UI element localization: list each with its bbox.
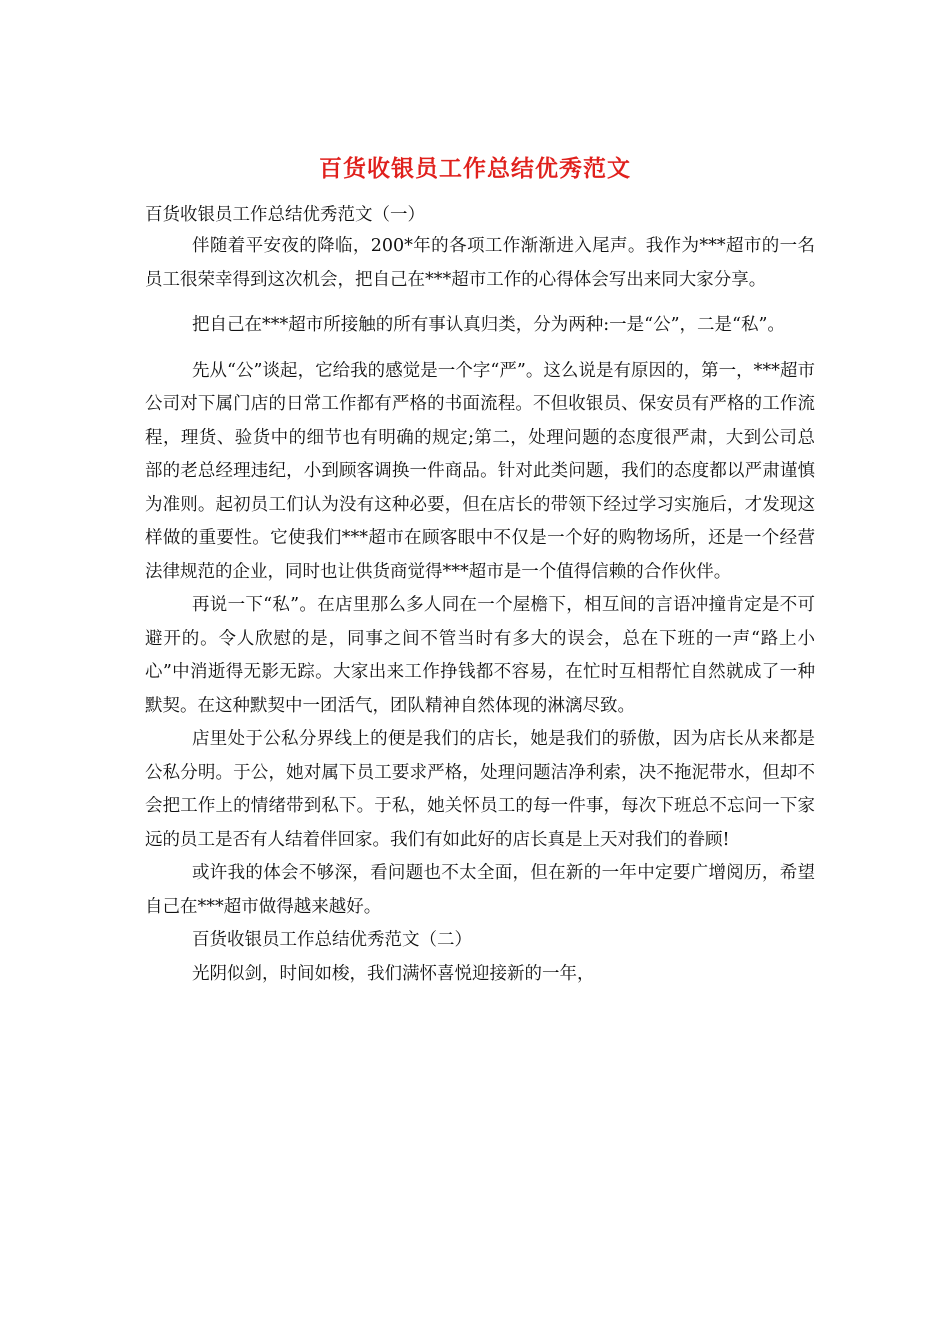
paragraph-public: 先从“公”谈起，它给我的感觉是一个字“严”。这么说是有原因的，第一，***超市公司对下属门店的日常工作都有严格的书面流程。不但收银员、保安员有严格的工作流程，理货、验货中的细节也有明确的规定;第二，处理问题的态度很严肃，大到公司总部的老总经理违纪，小到顾客调换一件商品。针对此类问题，我们的态度都以严肃谨慎为准则。起初员工们认为没有这种必要，但在店长的带领下经过学习实施后，才发现这样做的重要性。它使我们***超市在顾客眼中不仅是一个好的购物场所，还是一个经营法律规范的企业，同时也让供货商觉得***超市是一个值得信赖的合作伙伴。 [145, 360, 815, 582]
section-heading-two: 百货收银员工作总结优秀范文（二） [192, 930, 472, 950]
section-heading-one: 百货收银员工作总结优秀范文（一） [145, 205, 425, 225]
paragraph-private: 再说一下“私”。在店里那么多人同在一个屋檐下，相互间的言语冲撞肯定是不可避开的。令人欣慰的是，同事之间不管当时有多大的误会，总在下班的一声“路上小心”中消逝得无影无踪。大家出来工作挣钱都不容易，在忙时互相帮忙自然就成了一种默契。在这种默契中一团活气，团队精神自然体现的淋漓尽致。 [145, 595, 815, 716]
paragraph-second-intro: 光阴似剑，时间如梭，我们满怀喜悦迎接新的一年， [192, 963, 595, 984]
paragraph-classification: 把自己在***超市所接触的所有事认真归类，分为两种:一是“公”，二是“私”。 [192, 315, 785, 335]
paragraph-store-manager: 店里处于公私分界线上的便是我们的店长，她是我们的骄傲，因为店长从来都是公私分明。于公，她对属下员工要求严格，处理问题洁净利索，决不拖泥带水，但却不会把工作上的情绪带到私下。于私，她关怀员工的每一件事，每次下班总不忘问一下家远的员工是否有人结着伴回家。我们有如此好的店长真是上天对我们的眷顾! [145, 729, 815, 850]
document-body [145, 230, 815, 991]
paragraph-intro: 伴随着平安夜的降临，200*年的各项工作渐渐进入尾声。我作为***超市的一名员工很荣幸得到这次机会，把自己在***超市工作的心得体会写出来同大家分享。 [145, 236, 815, 290]
document-title: 百货收银员工作总结优秀范文 [319, 155, 631, 182]
paragraph-conclusion: 或许我的体会不够深，看问题也不太全面，但在新的一年中定要广增阅历，希望自己在***超市做得越来越好。 [145, 863, 815, 917]
